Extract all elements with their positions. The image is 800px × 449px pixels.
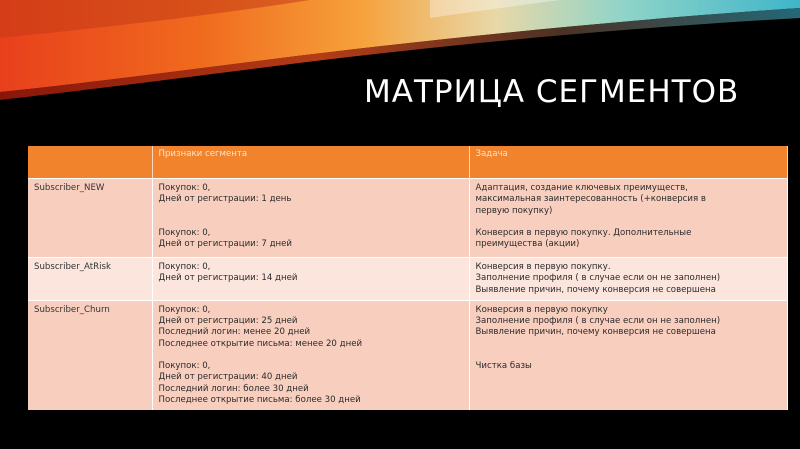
feature-line: Покупок: 0,: [158, 227, 211, 238]
task-line: Заполнение профиля ( в случае если он не заполнен): [475, 316, 721, 327]
segment-features: [152, 179, 469, 258]
segment-tasks: [469, 258, 787, 301]
segment-name: Subscriber_NEW: [28, 179, 152, 258]
feature-line: Последнее открытие письма: менее 20 дней: [158, 338, 363, 349]
task-line: Чистка базы: [475, 360, 532, 371]
table-header-row: [28, 146, 787, 179]
feature-line: Покупок: 0,: [158, 262, 211, 272]
segment-name: Subscriber_AtRisk: [28, 258, 152, 301]
task-line: Конверсия в первую покупку.: [475, 262, 611, 272]
feature-line: Последнее открытие письма: более 30 дней: [158, 394, 361, 405]
feature-line: Последний логин: менее 20 дней: [158, 327, 311, 338]
header-task: Задача: [469, 146, 787, 179]
task-line: Выявление причин, почему конверсия не совершена: [475, 327, 716, 338]
feature-line: Покупок: 0,: [158, 183, 211, 193]
feature-line: Последний логин: более 30 дней: [158, 383, 309, 394]
feature-line: Покупок: 0,: [158, 304, 211, 315]
task-line: Адаптация, создание ключевых преимуществ,: [475, 183, 688, 193]
segment-tasks: [469, 300, 787, 410]
header-features: Признаки сегмента: [152, 146, 469, 179]
task-line: Заполнение профиля ( в случае если он не заполнен): [475, 273, 721, 284]
feature-line: Дней от регистрации: 14 дней: [158, 273, 298, 284]
feature-line: Дней от регистрации: 7 дней: [158, 238, 293, 249]
task-line: Конверсия в первую покупку. Дополнительные: [475, 227, 692, 238]
task-line: Выявление причин, почему конверсия не совершена: [475, 284, 716, 295]
feature-line: Дней от регистрации: 1 день: [158, 194, 292, 205]
segment-name: Subscriber_Churn: [28, 300, 152, 410]
segment-matrix-table: [28, 146, 788, 410]
segment-tasks: [469, 179, 787, 258]
task-line: Конверсия в первую покупку: [475, 304, 608, 315]
task-line: первую покупку): [475, 205, 553, 216]
header-segment: [28, 146, 152, 179]
slide-title: МАТРИЦА СЕГМЕНТОВ: [364, 74, 740, 110]
feature-line: Покупок: 0,: [158, 361, 211, 372]
feature-line: Дней от регистрации: 25 дней: [158, 316, 298, 327]
table-row: [28, 258, 787, 301]
segment-features: [152, 300, 469, 410]
feature-line: Дней от регистрации: 40 дней: [158, 372, 298, 383]
segment-features: [152, 258, 469, 301]
table-row: [28, 300, 787, 410]
task-line: преимущества (акции): [475, 239, 580, 250]
table-row: [28, 179, 787, 258]
task-line: максимальная заинтересованность (+конверсия в: [475, 194, 706, 205]
